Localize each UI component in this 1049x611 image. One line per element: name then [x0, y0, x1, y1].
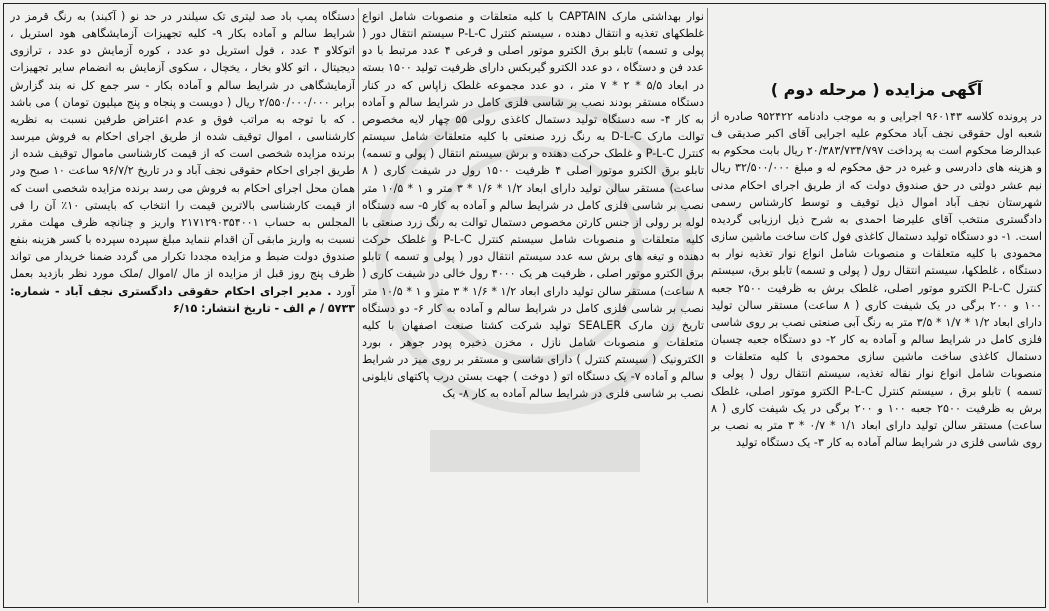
notice-body-part-1: در پرونده کلاسه ۹۶۰۱۴۳ اجرایی و به موجب دادنامه ۹۵۲۴۲۲ صادره از شعبه اول حقوقی نجف آباد محکوم علیه اجرایی آقای اکبر صدیقی ف عبدالرضا محکوم است به پرداخت ۲۰/۳۸۳/۷۳۴/۷۹۷ ریال بابت محکوم به و هزینه های دادرسی و غیره در حق محکوم له و مبلغ ۳۲/۵۰۰/۰۰۰ ریال نیم عشر دولتی در حق صندوق دولت که از طریق اجرای احکام مدنی شهرستان نجف آباد اموال ذیل توقیف و توسط کارشناس رسمی دادگستری منتخب آقای علیرضا احمدی به شرح ذیل ارزیابی گردیده است. ۱- دو دستگاه تولید دستمال کاغذی فول کات ساخت ماشین سازی محمودی با کلیه متعلقات و منصوبات شامل انواع نوار تغذیه نوار به دستگاه ، غلطکها، سیستم انتقال رول ( پولی و تسمه) تابلو برق، سیستم کنترل P-L-C الکترو موتور اصلی، غلطک برش به ظرفیت ۲۵۰۰ جعبه ۱۰۰ و ۲۰۰ برگی در یک شیفت کاری ( ۸ ساعت) مستقر سالن تولید دارای ابعاد ۱/۲ * ۱/۷ * ۳/۵ متر به رنگ آبی صنعتی نصب بر روی شاسی فلزی کامل در شرایط سالم و آماده به کار ۲- دو دستگاه جعبه چسبان دستمال کاغذی ساخت ماشین سازی محمودی با کلیه متعلقات و منصوبات شامل انواع نوار نقاله تغذیه، سیستم انتقال رول ( پولی و تسمه ) تابلو برق ، سیستم کنترل P-L-C الکترو موتور اصلی، غلطک برش به ظرفیت ۲۵۰۰ جعبه ۱۰۰ و ۲۰۰ برگی در یک شیفت کاری ( ۸ ساعت) مستقر سالن تولید دارای ابعاد ۱/۱ * ۰/۷ * ۳ متر به نصب بر روی شاسی فلزی در شرایط سالم آماده به کار ۳- یک دستگاه تولید: [711, 110, 1042, 449]
notice-signature: . مدیر اجرای احکام حقوقی دادگستری نجف آباد - شماره: ۵۷۳۳ / م الف - تاریخ انتشار: ۶/۱۵: [10, 284, 355, 315]
column-divider: [707, 8, 708, 603]
notice-title: آگهی مزایده ( مرحله دوم ): [770, 80, 983, 99]
notice-column-left: [10, 8, 355, 605]
notice-body-part-2: نوار بهداشتی مارک CAPTAIN با کلیه متعلقات و منصوبات شامل انواع غلطکهای تغذیه و انتقال دهنده ، سیستم کنترل P-L-C سیستم انتقال دور ( پولی و تسمه) تابلو برق الکترو موتور اصلی و فرعی ۴ عدد مرتبط با دو عدد فن و دستگاه ، دو عدد الکترو گیربکس دارای ظرفیت تولید ۱۵۰۰ بسته در ابعاد ۵/۵ * ۲ * ۷ متر ، دو عدد مجموعه غلطک زاپاس که در کنار دستگاه مستقر بودند نصب بر شاسی فلزی کامل در شرایط سالم و آماده به کار ۴- سه دستگاه تولید دستمال کاغذی رولی ۵۵ چهار لایه مخصوص توالت مارک D-L-C به رنگ زرد صنعتی با کلیه متعلقات شامل سیستم کنترل P-L-C و غلطک حرکت دهنده و برش سیستم انتقال ( پولی و تسمه) تابلو برق الکترو موتور اصلی ۴ ظرفیت ۱۵۰۰ رول در شیفت کاری ( ۸ ساعت) مستقر سالن تولید دارای ابعاد ۱/۲ * ۱/۶ * ۳ متر و ۱ * ۱۰/۵ متر نصب بر شاسی فلزی کامل در شرایط سالم و آماده به کار ۵- سه دستگاه لوله بر رولی از جنس کارتن مخصوص دستمال توالت به رنگ زرد صنعتی با کلیه متعلقات و منصوبات شامل سیستم کنترل P-L-C و غلطک حرکت دهنده و تیغه های برش سه عدد سیستم انتقال دور ( پولی و تسمه ) تابلو برق الکترو موتور اصلی ، ظرفیت هر یک ۴۰۰۰ رول خالی در شیفت کاری ( ۸ ساعت) مستقر سالن تولید دارای ابعاد ۱/۲ * ۱/۶ * ۳ متر و ۱ * ۱۰/۵ متر نصب بر شاسی فلزی کامل در شرایط سالم و آماده به کار ۶- دو دستگاه تاریخ زن مارک SEALER تولید شرکت کشتا صنعت اصفهان با کلیه متعلقات و منصوبات شامل نازل ، مخزن ذخیره پودر جوهر ، بورد الکترونیک ( سیستم کنترل ) دارای شاسی و مستقر بر روی میز در شرایط سالم و آماده ۷- یک دستگاه اتو ( دوخت ) جهت بستن درب پاکتهای نایلونی نصب بر شاسی فلزی در شرایط سالم آماده به کار ۸- یک: [362, 10, 704, 401]
column-divider: [358, 8, 359, 603]
notice-column-middle: [362, 8, 704, 605]
notice-body-part-3: [10, 8, 355, 317]
notice-body-text: دستگاه پمپ باد صد لیتری تک سیلندر در حد نو ( آکبند) به رنگ قرمز در شرایط سالم و آماده بکار ۹- کلیه تجهیزات آزمایشگاهی هود استریل ، اتوکلاو ۴ عدد ، فول استریل دو عدد ، کوره آزمایش دو عدد ، ترازوی دیجیتال ، اتو کلاو بخار ، یخچال ، سکوی آزمایش به انضمام سایر تجهیزات آزمایشگاهی در شرایط سالم و آماده بکار - سر جمع کل نه بند گزارش برابر ۲/۵۵۰/۰۰۰/۰۰۰ ریال ( دویست و پنجاه و پنج میلیون تومان ) می باشد . که با توجه به مراتب فوق و عدم اعتراض طرفین نسبت به نظریه کارشناسی ، اموال توقیف شده از طریق اجرای احکام به فروش میرسد برنده مزایده شخصی است که از قیمت کارشناسی ماموال توقیف شده از طریق اجرای احکام حقوقی نجف آباد و در تاریخ ۹۶/۷/۲ ساعت ۱۰ صبح ودر همان محل اجرای احکام به فروش می رسد برنده مزایده شخصی است که از قیمت کارشناسی بالاترین قیمت را انتخاب که بایستی ۱۰٪ آن را فی المجلس به حساب ۲۱۷۱۲۹۰۳۵۴۰۰۱ واریز و چنانچه ظرف مهلت مقرر نسبت به واریز مابقی آن اقدام ننماید مبلغ سپرده سپرده با کسر هزینه بنفع صندوق دولت ضبط و مزایده مجددا تکرار می گردد ضمنا خریدار می تواند ظرف پنج روز قبل از مزایده از مال /اموال /ملک مورد نظر بازدید بعمل آورد: [10, 10, 355, 298]
notice-column-right: [711, 8, 1042, 605]
